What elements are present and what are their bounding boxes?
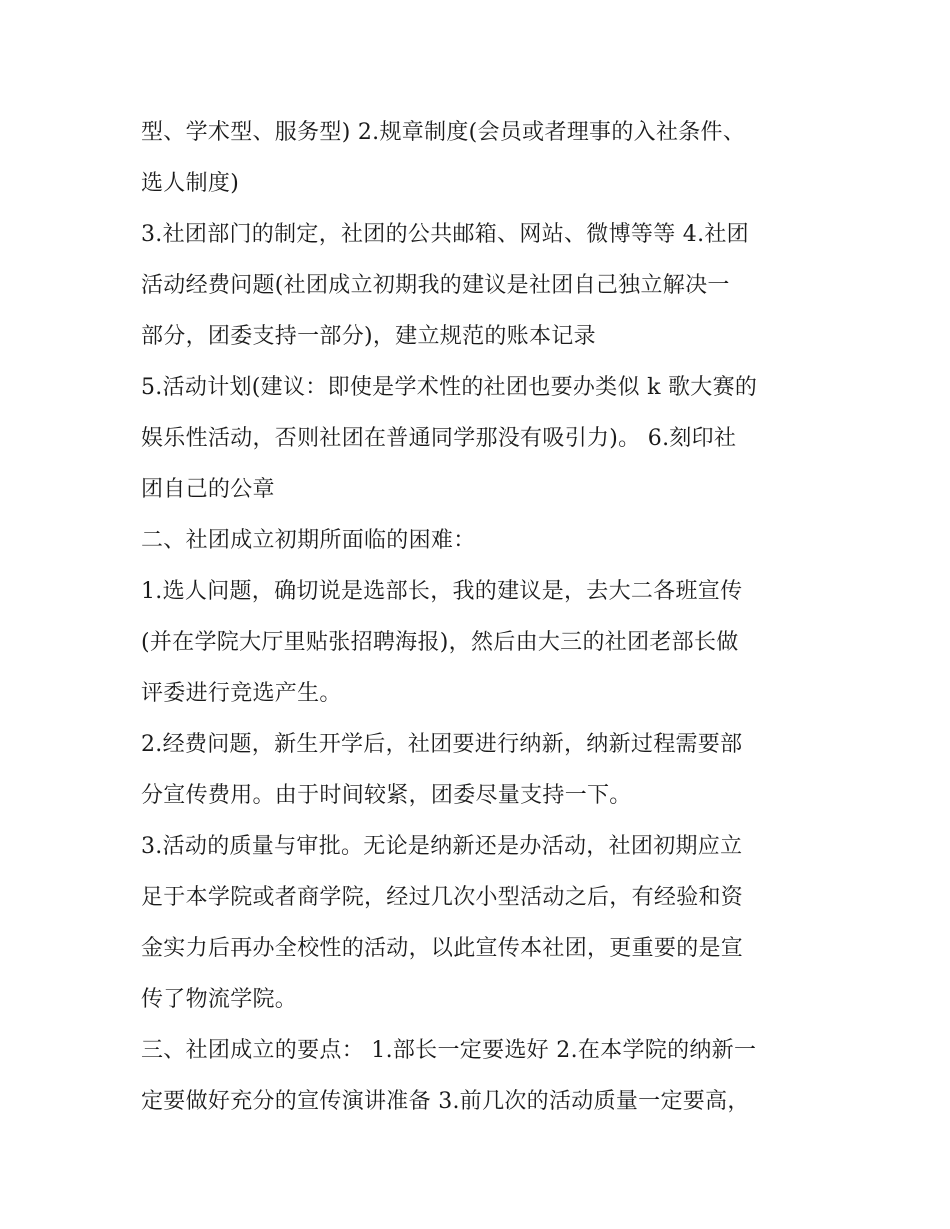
text-line: 定要做好充分的宣传演讲准备 3.前几次的活动质量一定要高，: [141, 1089, 750, 1114]
section-heading: 三、社团成立的要点： 1.部长一定要选好 2.在本学院的纳新一: [141, 1038, 757, 1063]
text-line: 金实力后再办全校性的活动，以此宣传本社团，更重要的是宣: [141, 936, 744, 961]
text-line: 型、学术型、服务型) 2.规章制度(会员或者理事的入社条件、: [141, 120, 746, 145]
text-line: 5.活动计划(建议：即使是学术性的社团也要办类似 k 歌大赛的: [141, 375, 758, 400]
text-line: 3.活动的质量与审批。无论是纳新还是办活动，社团初期应立: [141, 834, 743, 859]
text-line: 活动经费问题(社团成立初期我的建议是社团自己独立解决一: [141, 273, 730, 298]
text-line: (并在学院大厅里贴张招聘海报)，然后由大三的社团老部长做: [141, 630, 739, 655]
text-line: 3.社团部门的制定，社团的公共邮箱、网站、微博等等 4.社团: [141, 222, 749, 247]
text-line: 2.经费问题，新生开学后，社团要进行纳新，纳新过程需要部: [141, 732, 743, 757]
text-line: 选人制度): [141, 171, 240, 196]
document-body: [141, 107, 821, 1127]
text-line: 1.选人问题，确切说是选部长，我的建议是，去大二各班宣传: [141, 579, 743, 604]
text-line: 部分，团委支持一部分)，建立规范的账本记录: [141, 324, 596, 349]
section-heading: 二、社团成立初期所面临的困难：: [141, 528, 476, 553]
text-line: 娱乐性活动，否则社团在普通同学那没有吸引力)。 6.刻印社: [141, 426, 737, 451]
text-line: 评委进行竞选产生。: [141, 681, 342, 706]
text-line: 分宣传费用。由于时间较紧，团委尽量支持一下。: [141, 783, 632, 808]
text-line: 传了物流学院。: [141, 987, 298, 1012]
text-line: 足于本学院或者商学院，经过几次小型活动之后，有经验和资: [141, 885, 744, 910]
text-line: 团自己的公章: [141, 477, 275, 502]
